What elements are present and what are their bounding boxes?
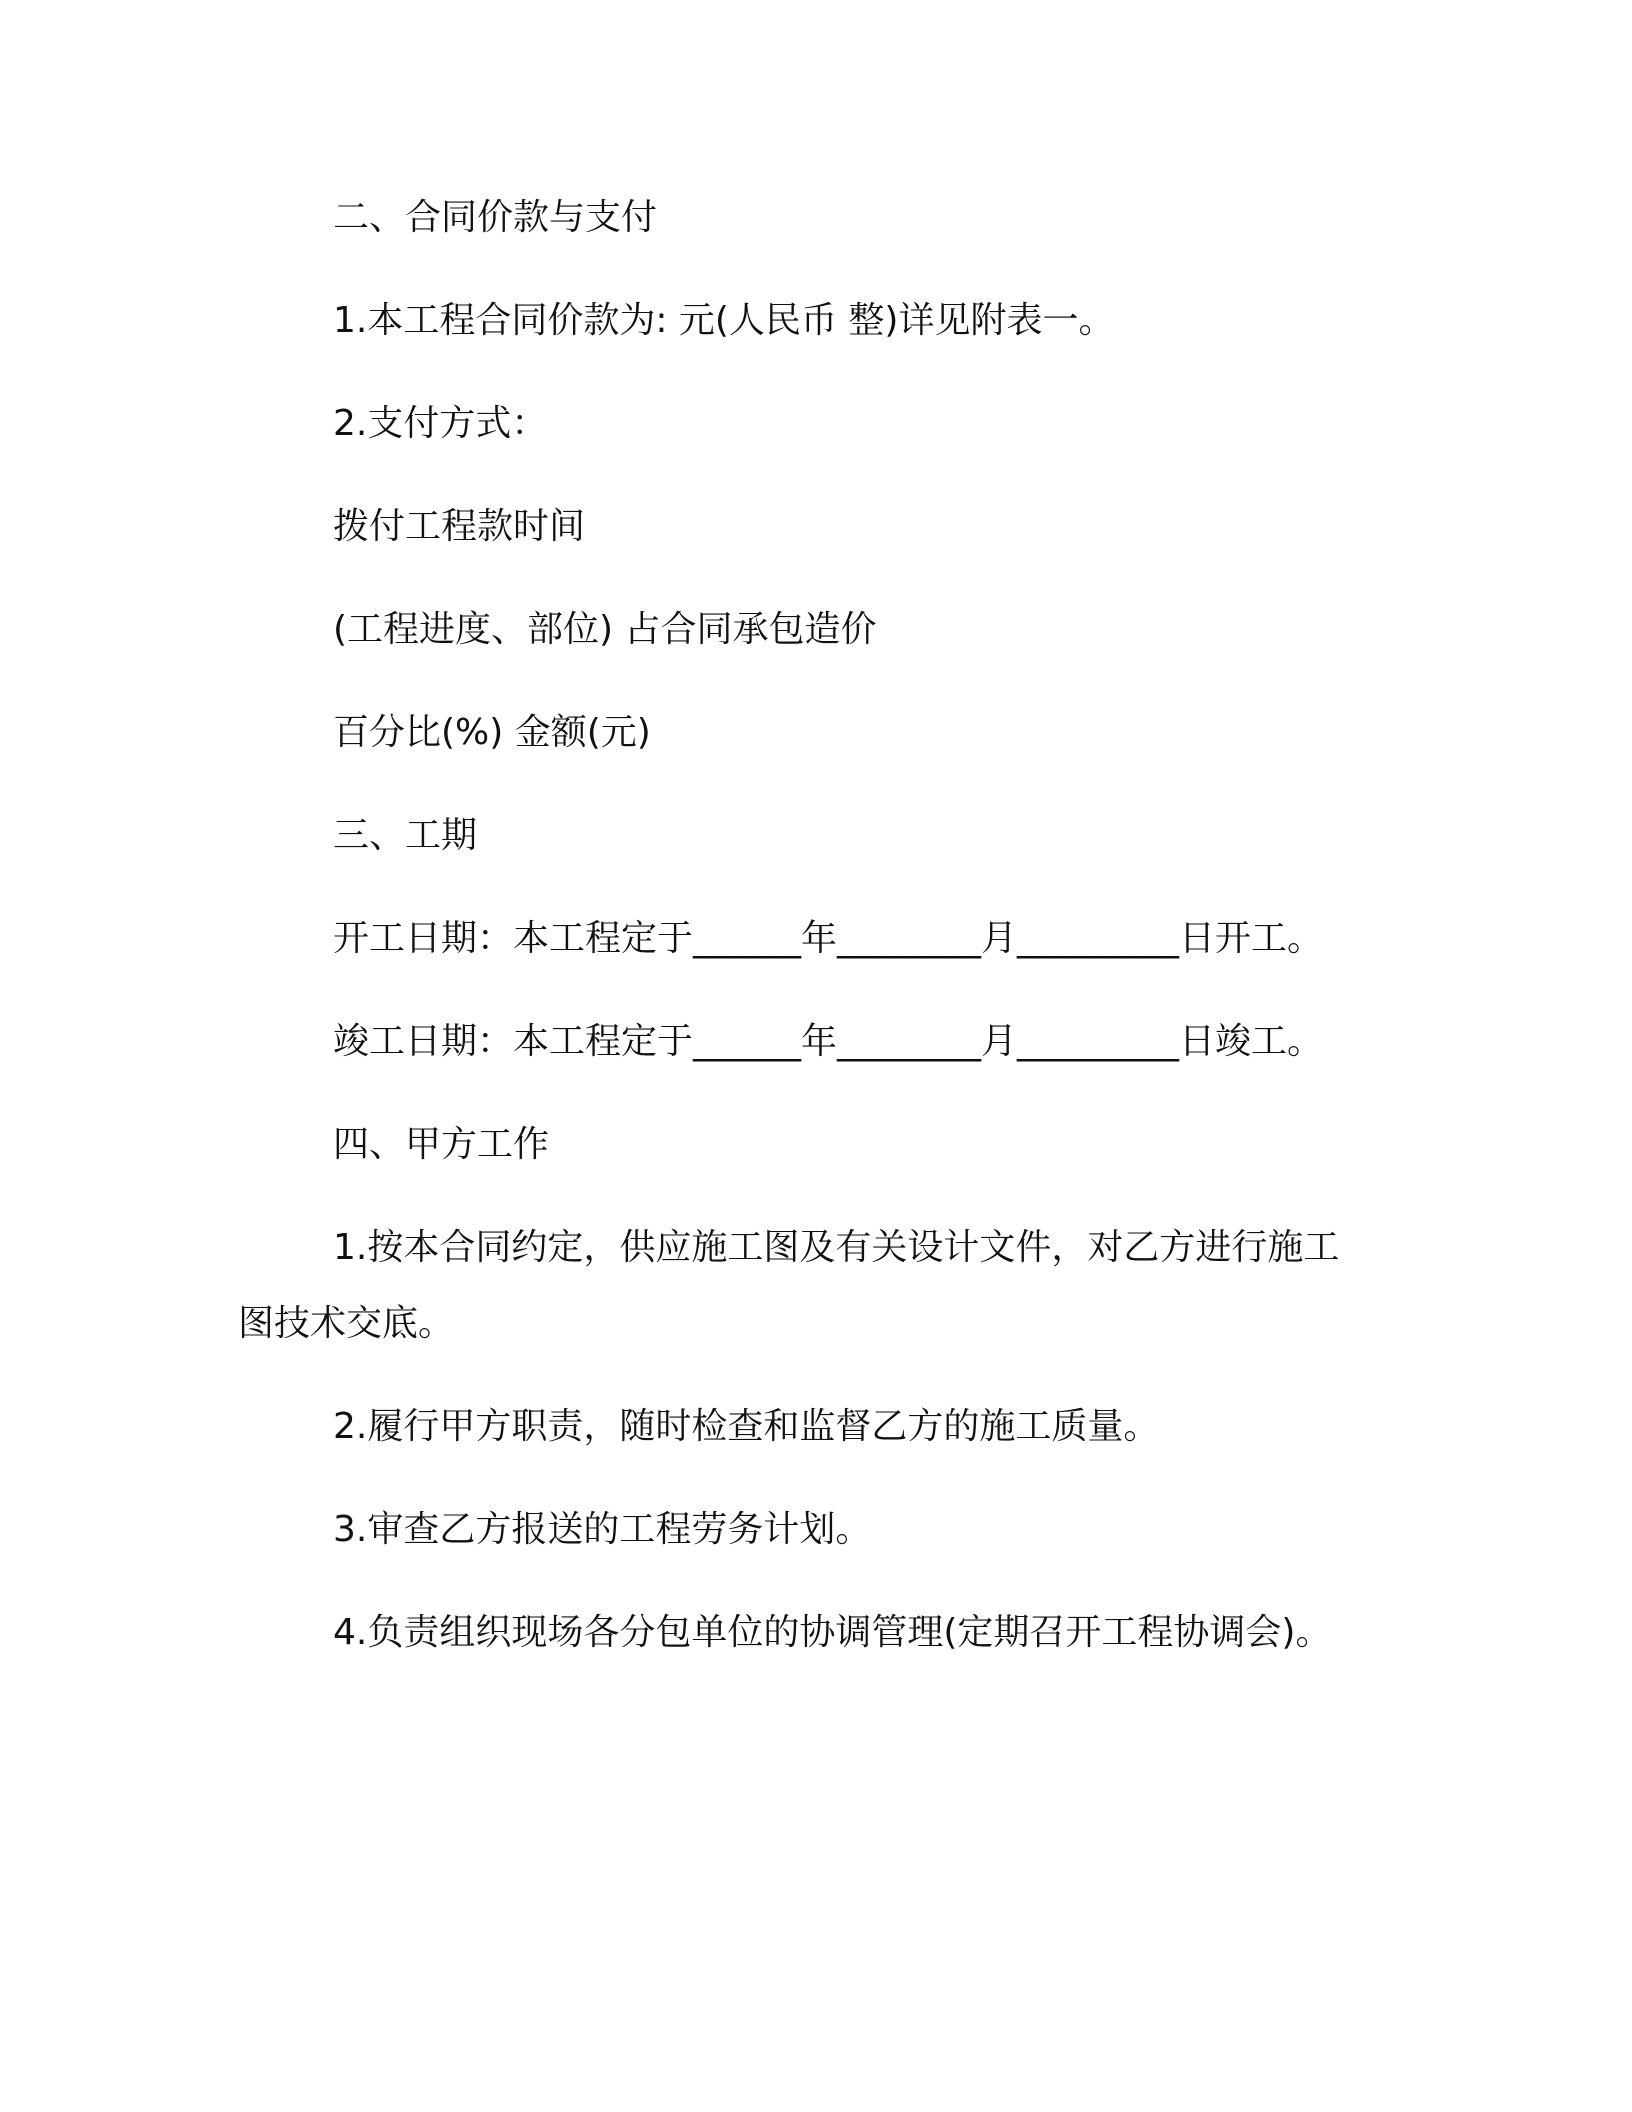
section-heading-schedule: 三、工期 bbox=[333, 815, 478, 856]
paragraph-start-date: 开工日期：本工程定于______年________月_________日开工。 bbox=[333, 918, 1324, 959]
paragraph-duty-1-continued: 图技术交底。 bbox=[238, 1303, 455, 1344]
paragraph-percentage-amount: 百分比(%) 金额(元) bbox=[333, 712, 651, 753]
paragraph-duty-3: 3.审查乙方报送的工程劳务计划。 bbox=[333, 1509, 872, 1550]
paragraph-duty-2: 2.履行甲方职责，随时检查和监督乙方的施工质量。 bbox=[333, 1406, 1160, 1447]
paragraph-duty-1: 1.按本合同约定，供应施工图及有关设计文件，对乙方进行施工 bbox=[333, 1227, 1340, 1268]
section-heading-party-a-duties: 四、甲方工作 bbox=[333, 1124, 550, 1165]
section-heading-contract-price: 二、合同价款与支付 bbox=[333, 197, 658, 238]
paragraph-contract-price: 1.本工程合同价款为: 元(人民币 整)详见附表一。 bbox=[333, 300, 1115, 341]
paragraph-payment-time: 拨付工程款时间 bbox=[333, 506, 586, 547]
paragraph-progress-share: (工程进度、部位) 占合同承包造价 bbox=[333, 609, 877, 650]
paragraph-completion-date: 竣工日期：本工程定于______年________月_________日竣工。 bbox=[333, 1021, 1324, 1062]
paragraph-payment-method: 2.支付方式： bbox=[333, 403, 548, 444]
paragraph-duty-4: 4.负责组织现场各分包单位的协调管理(定期召开工程协调会)。 bbox=[333, 1612, 1332, 1653]
